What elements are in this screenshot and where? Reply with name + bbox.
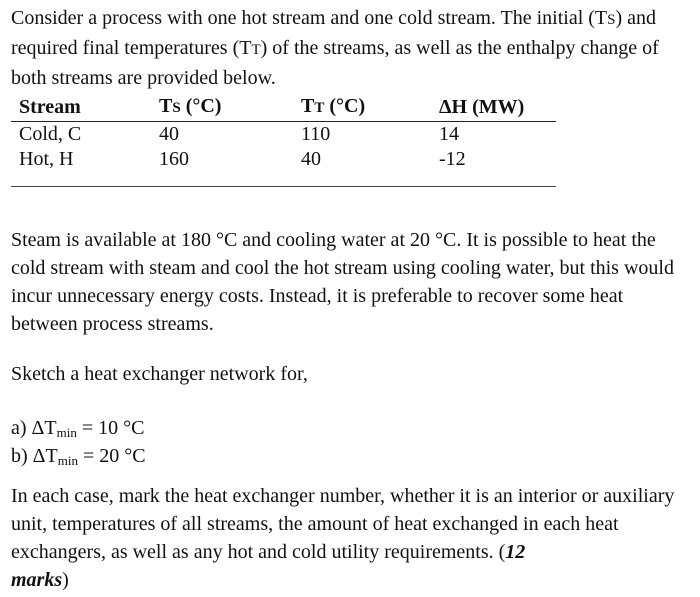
table-row — [11, 122, 556, 148]
cell-ts: 160 — [151, 147, 293, 187]
stream-data-table-container — [11, 94, 556, 187]
cell-stream: Hot, H — [11, 147, 151, 187]
initial-temp-subscript: S — [607, 12, 616, 28]
header-tt: TT (°C) — [293, 94, 431, 122]
intro-text-1: Consider a process with one hot stream and one cold stream. The initial (T — [11, 7, 608, 29]
cell-dh: 14 — [439, 123, 459, 145]
cell-ts: 40 — [159, 123, 179, 145]
intro-paragraph — [11, 4, 693, 92]
case-item-a: a) $\Delta T_{min} = 10$ °C — [11, 417, 145, 440]
sketch-prompt: Sketch a heat exchanger network for, — [11, 363, 308, 385]
case-list — [11, 414, 693, 470]
cell-stream: Cold, C — [19, 123, 82, 145]
header-ts: TS (°C) — [151, 94, 293, 122]
cell-dh: -12 — [431, 147, 556, 187]
final-temp-subscript: T — [251, 42, 261, 58]
instructions-paragraph — [11, 482, 693, 594]
table-row — [11, 147, 556, 187]
marks-close: ) — [62, 569, 69, 591]
marks-word: marks — [11, 569, 63, 591]
cell-tt: 40 — [293, 147, 431, 187]
header-stream: Stream — [11, 94, 151, 122]
intro-text-2: ) and required final temperatures (T — [11, 7, 657, 59]
marks-number: 12 — [505, 541, 526, 563]
utilities-paragraph: Steam is available at 180 °C and cooling water at 20 °C. It is possible to heat the cold stream with steam and cool the hot stream using cooling water, but this would incur unnecessary energy costs. Instead, it is preferable to recover some heat between process streams. — [11, 229, 674, 335]
cell-tt: 110 — [301, 123, 331, 145]
intro-text-3: ) of the streams, as well as the enthalpy change of both streams are provided below. — [11, 37, 659, 89]
instructions-text: In each case, mark the heat exchanger number, whether it is an interior or auxiliary unit, temperatures of all streams, the amount of heat exchanged in each heat exchangers, as well as any hot and cold utility requirements. ( — [11, 485, 675, 563]
header-dh: ΔH (MW) — [431, 94, 556, 122]
case-item-b: b) $\Delta T_{min} = 20$ °C — [11, 445, 146, 468]
stream-data-table — [11, 94, 556, 187]
table-header-row — [11, 94, 556, 122]
